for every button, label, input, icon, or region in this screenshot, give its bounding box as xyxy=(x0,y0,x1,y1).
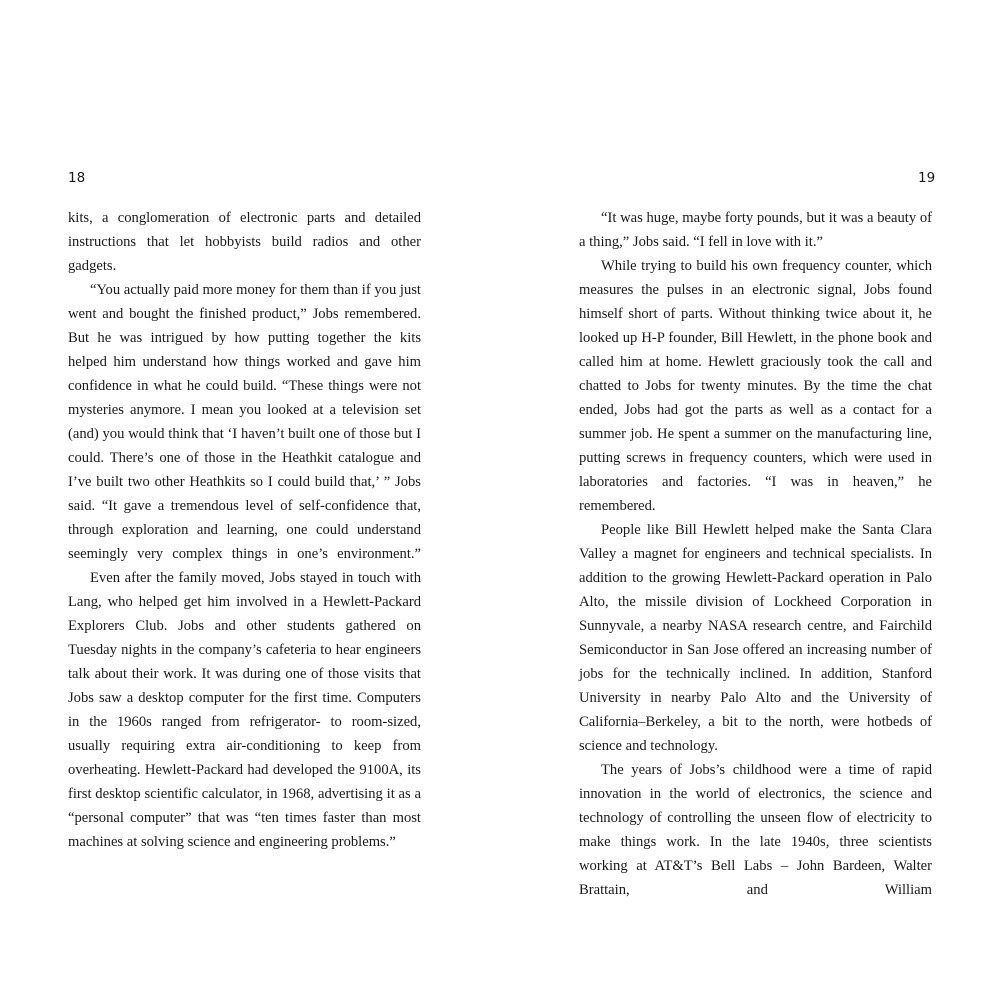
paragraph: “You actually paid more money for them than if you just went and bought the finished product,” Jobs remembered. But he was intrigued by how putting together the kits helped him understand how things worked and gave him confidence in what he could build. “These things were not mysteries anymore. I mean you looked at a television set (and) you would think that ‘I haven’t built one of those but I could. There’s one of those in the Heathkit catalogue and I’ve built two other Heathkits so I could build that,’ ” Jobs said. “It gave a tremendous level of self-confidence that, through exploration and learning, one could understand seemingly very complex things in one’s environment.” xyxy=(68,282,421,562)
page-number-left: 18 xyxy=(68,170,86,186)
page-number-right: 19 xyxy=(918,170,936,186)
paragraph: kits, a conglomeration of electronic parts and detailed instructions that let hobbyists build radios and other gadgets. xyxy=(68,210,421,274)
paragraph: People like Bill Hewlett helped make the Santa Clara Valley a magnet for engineers and technical specialists. In addition to the growing Hewlett-Packard operation in Palo Alto, the missile division of Lockheed Corporation in Sunnyvale, a nearby NASA research centre, and Fairchild Semiconductor in San Jose offered an increasing number of jobs for the technically inclined. In addition, Stanford University in nearby Palo Alto and the University of California–Berkeley, a bit to the north, were hotbeds of science and technology. xyxy=(579,522,932,754)
left-page-column xyxy=(68,206,421,854)
right-page-column xyxy=(579,206,932,902)
paragraph: While trying to build his own frequency counter, which measures the pulses in an electronic signal, Jobs found himself short of parts. Without thinking twice about it, he looked up H-P founder, Bill Hewlett, in the phone book and called him at home. Hewlett graciously took the call and chatted to Jobs for twenty minutes. By the time the chat ended, Jobs had got the parts as well as a contact for a summer job. He spent a summer on the manufacturing line, putting screws in frequency counters, which were used in laboratories and factories. “I was in heaven,” he remembered. xyxy=(579,258,932,514)
paragraph: Even after the family moved, Jobs stayed in touch with Lang, who helped get him involved in a Hewlett-Packard Explorers Club. Jobs and other students gathered on Tuesday nights in the company’s cafeteria to hear engineers talk about their work. It was during one of those visits that Jobs saw a desktop computer for the first time. Computers in the 1960s ranged from refrigerator- to room-sized, usually requiring extra air-conditioning to keep from overheating. Hewlett-Packard had developed the 9100A, its first desktop scientific calculator, in 1968, advertising it as a “personal computer” that was “ten times faster than most machines at solving science and engineering problems.” xyxy=(68,570,421,850)
paragraph: The years of Jobs’s childhood were a time of rapid innovation in the world of electronics, the science and technology of controlling the unseen flow of electricity to make things work. In the late 1940s, three scientists working at AT&T’s Bell Labs – John Bardeen, Walter Brattain, and William xyxy=(579,762,932,898)
paragraph: “It was huge, maybe forty pounds, but it was a beauty of a thing,” Jobs said. “I fell in love with it.” xyxy=(579,210,932,250)
